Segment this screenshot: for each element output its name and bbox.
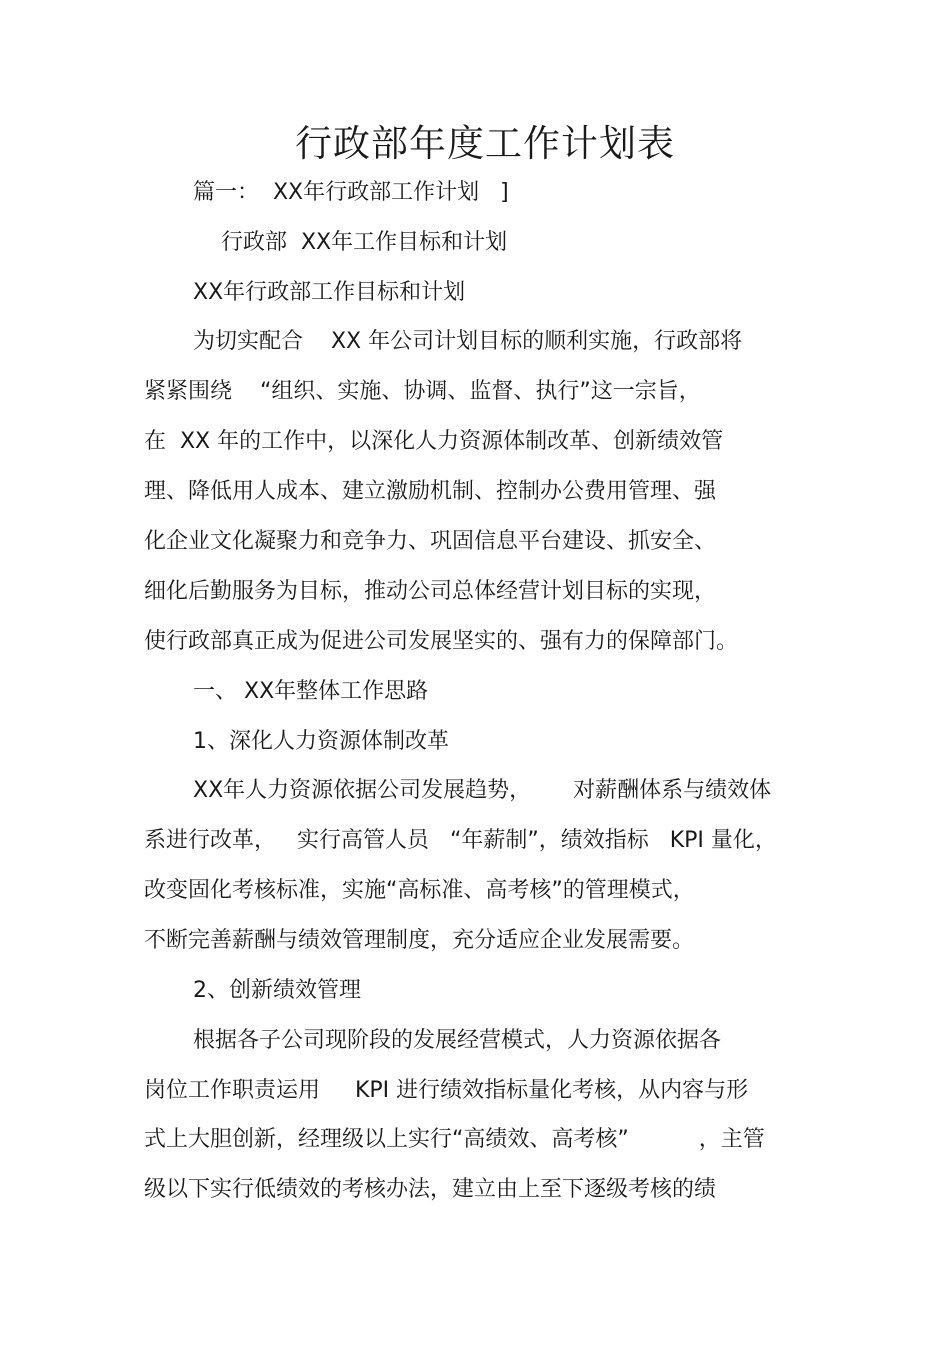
paragraph-line: 为切实配合 XX 年公司计划目标的顺利实施，行政部将	[193, 329, 743, 354]
subsection-heading: 1、深化人力资源体制改革	[193, 729, 449, 754]
document-title: 行政部年度工作计划表	[295, 122, 675, 165]
paragraph-line: XX年人力资源依据公司发展趋势， 对薪酬体系与绩效体	[193, 778, 772, 803]
section-heading: 一、 XX年整体工作思路	[193, 679, 429, 704]
subheading: XX年行政部工作目标和计划	[193, 280, 466, 305]
paragraph-line: 岗位工作职责运用 KPI 进行绩效指标量化考核，从内容与形	[144, 1078, 749, 1103]
subheading: 行政部 XX年工作目标和计划	[221, 230, 508, 255]
paragraph-line: 化企业文化凝聚力和竞争力、巩固信息平台建设、抓安全、	[144, 529, 717, 554]
paragraph-line: 不断完善薪酬与绩效管理制度，充分适应企业发展需要。	[144, 928, 695, 953]
paragraph-line: 式上大胆创新，经理级以上实行“高绩效、高考核” ，主管	[144, 1127, 765, 1152]
paragraph-line: 级以下实行低绩效的考核办法，建立由上至下逐级考核的绩	[144, 1177, 717, 1202]
paragraph-line: 根据各子公司现阶段的发展经营模式，人力资源依据各	[193, 1028, 722, 1053]
paragraph-line: 细化后勤服务为目标，推动公司总体经营计划目标的实现，	[144, 579, 717, 604]
paragraph-line: 理、降低用人成本、建立激励机制、控制办公费用管理、强	[144, 479, 717, 504]
paragraph-line: 系进行改革， 实行高管人员 “年薪制”，绩效指标 KPI 量化，	[144, 828, 777, 853]
paragraph-line: 在 XX 年的工作中，以深化人力资源体制改革、创新绩效管	[144, 429, 724, 454]
subsection-heading: 2、创新绩效管理	[193, 978, 361, 1003]
section-heading: 篇一： XX年行政部工作计划 ]	[193, 180, 509, 205]
paragraph-line: 改变固化考核标准，实施“高标准、高考核”的管理模式，	[144, 878, 695, 903]
paragraph-line: 紧紧围绕 “组织、实施、协调、监督、执行”这一宗旨，	[144, 379, 701, 404]
paragraph-line: 使行政部真正成为促进公司发展坚实的、强有力的保障部门。	[144, 629, 739, 654]
